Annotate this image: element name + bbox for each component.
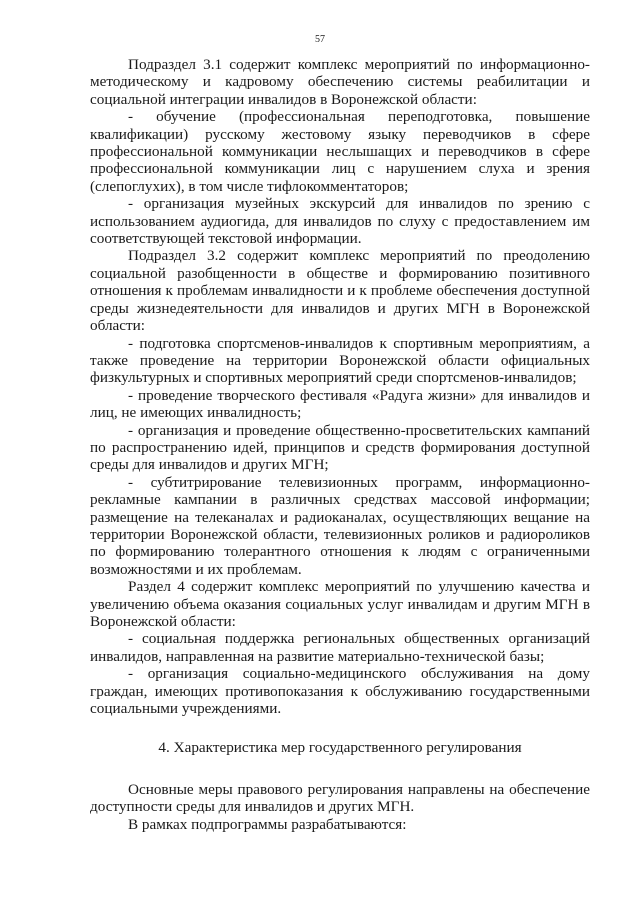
section-heading: 4. Характеристика мер государственного регулирования <box>158 739 522 757</box>
list-item: - подготовка спортсменов-инвалидов к спортивным мероприятиям, а также проведение на территории Воронежской области официальных физкультурных и спортивных мероприятий среди спортсменов-инвалидов; <box>90 334 590 387</box>
list-item: - организация социально-медицинского обслуживания на дому граждан, имеющих противопоказания к обслуживанию государственными социальными учреждениями. <box>90 665 590 718</box>
list-item: - организация и проведение общественно-просветительских кампаний по распространению идей, принципов и средств формирования доступной среды для инвалидов и других МГН; <box>90 421 590 474</box>
paragraph: Основные меры правового регулирования направлены на обеспечение доступности среды для инвалидов и других МГН. <box>90 780 590 816</box>
list-item: - проведение творческого фестиваля «Радуга жизни» для инвалидов и лиц, не имеющих инвалидность; <box>90 386 590 422</box>
page-number: 57 <box>315 34 325 45</box>
list-item: - организация музейных экскурсий для инвалидов по зрению с использованием аудиогида, для инвалидов по слуху с предоставлением им соответствующей текстовой информации. <box>90 195 590 248</box>
list-item: - обучение (профессиональная переподготовка, повышение квалификации) русскому жестовому языку переводчиков в сфере профессиональной коммуникации неслышащих и переводчиков в сфере профессиональной коммуникации лиц с нарушением слуха и зрения (слепоглухих), в том числе тифлокомментаторов; <box>90 108 590 195</box>
paragraph: В рамках подпрограммы разрабатываются: <box>128 815 407 833</box>
paragraph: Подраздел 3.1 содержит комплекс мероприятий по информационно-методическому и кадровому обеспечению системы реабилитации и социальной интеграции инвалидов в Воронежской области: <box>90 56 590 108</box>
paragraph: Раздел 4 содержит комплекс мероприятий по улучшению качества и увеличению объема оказания социальных услуг инвалидам и другим МГН в Воронежской области: <box>90 578 590 630</box>
list-item: - социальная поддержка региональных общественных организаций инвалидов, направленная на развитие материально-технической базы; <box>90 630 590 665</box>
list-item: - субтитрирование телевизионных программ, информационно-рекламные кампании в различных средствах массовой информации; размещение на телеканалах и радиоканалах, осуществляющих вещание на территории Воронежской области, телевизионных роликов и радиороликов по формированию толерантного отношения к людям с ограниченными возможностями и их проблемам. <box>90 473 590 578</box>
document-body <box>90 56 590 833</box>
paragraph: Подраздел 3.2 содержит комплекс мероприятий по преодолению социальной разобщенности в обществе и формированию позитивного отношения к проблемам инвалидности и к проблеме обеспечения доступной среды жизнедеятельности для инвалидов и других МГН в Воронежской области: <box>90 247 590 335</box>
